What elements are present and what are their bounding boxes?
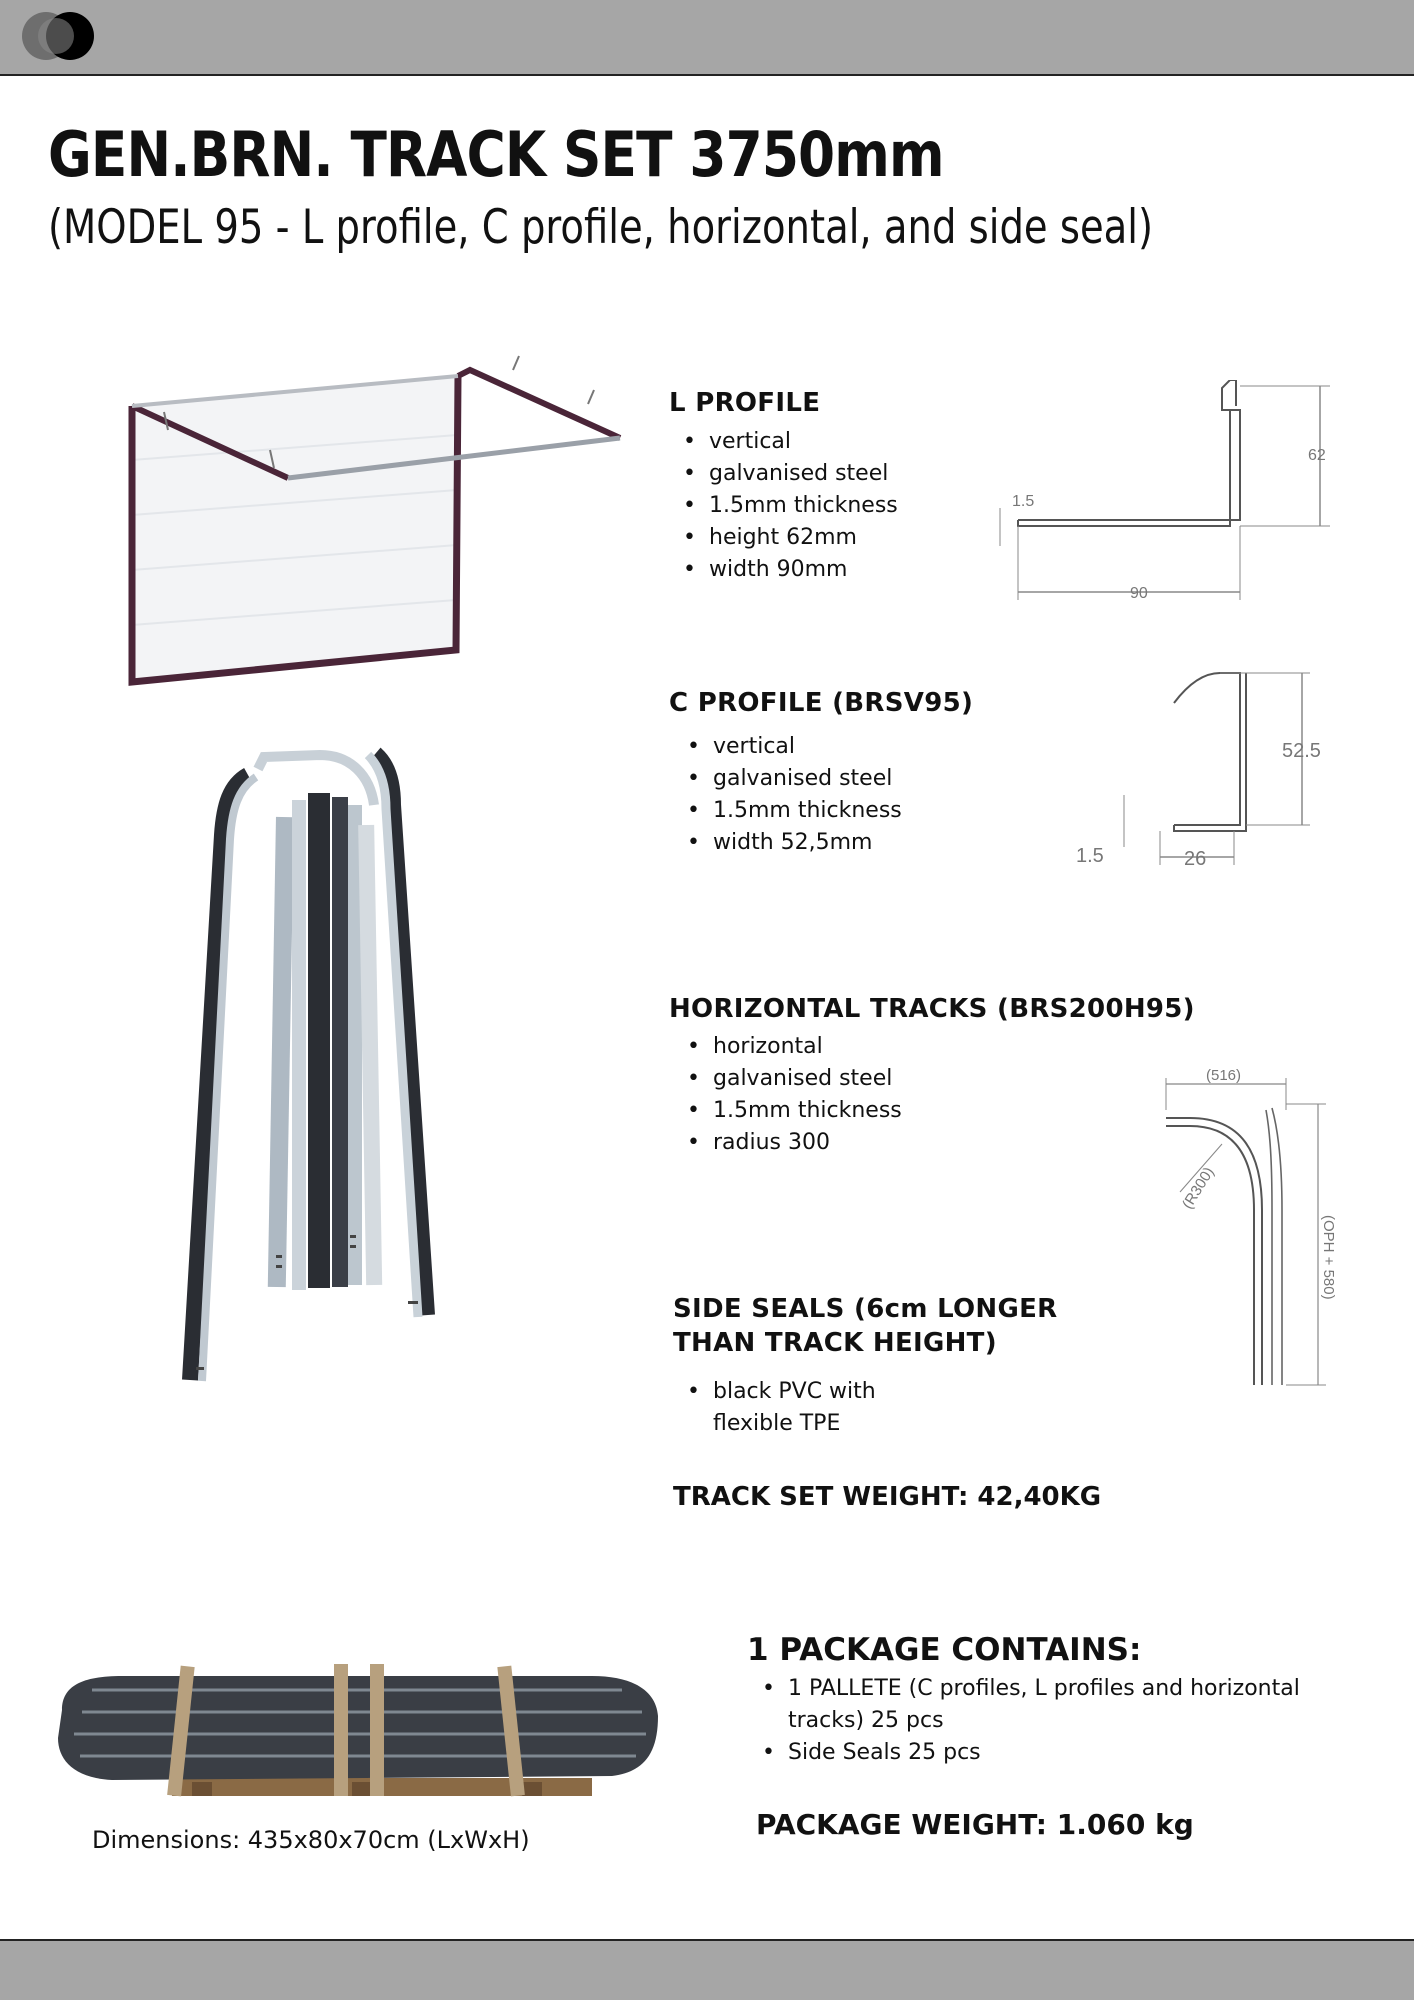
horizontal-tracks-list [673,1031,902,1159]
list-item: • height 62mm [669,522,898,554]
horizontal-height-label: (OPH + 580) [1320,1215,1337,1300]
list-item: • 1.5mm thickness [673,795,902,827]
list-item: • galvanised steel [673,763,902,795]
side-seals-heading-line1: SIDE SEALS (6cm LONGER [673,1294,1058,1324]
l-profile-heading: L PROFILE [669,388,821,418]
l-height-label: 62 [1308,447,1326,464]
garage-door-image [120,350,630,690]
c-height-label: 52.5 [1282,740,1321,762]
package-heading: 1 PACKAGE CONTAINS: [747,1632,1142,1668]
list-item: • galvanised steel [673,1063,902,1095]
list-item: • horizontal [673,1031,902,1063]
list-item: • 1.5mm thickness [673,1095,902,1127]
c-profile-list [673,731,902,859]
list-item: • vertical [669,426,898,458]
track-set-weight: TRACK SET WEIGHT: 42,40KG [673,1482,1102,1512]
bottom-bar [0,1939,1414,2000]
l-profile-drawing [990,380,1340,610]
side-seals-list [673,1376,913,1440]
c-width-label: 26 [1184,848,1207,870]
horizontal-tracks-drawing [1150,1060,1350,1390]
list-item: • 1.5mm thickness [669,490,898,522]
c-profile-drawing [1070,665,1340,875]
page-title: GEN.BRN. TRACK SET 3750mm [48,118,944,191]
c-thickness-label: 1.5 [1076,845,1104,867]
list-item: • black PVC with flexible TPE [673,1376,913,1440]
pallet-image [52,1660,664,1805]
package-weight: PACKAGE WEIGHT: 1.060 kg [756,1808,1194,1841]
side-seals-heading-line2: THAN TRACK HEIGHT) [673,1328,997,1358]
list-item: • width 90mm [669,554,898,586]
page-subtitle: (MODEL 95 - L profile, C profile, horizontal, and side seal) [48,200,1154,255]
l-profile-list [669,426,898,586]
package-dimensions: Dimensions: 435x80x70cm (LxWxH) [92,1826,530,1854]
horizontal-radius-label: (R300) [1178,1164,1218,1213]
list-item: • 1 PALLETE (C profiles, L profiles and horizontal tracks) 25 pcs [748,1673,1368,1737]
l-width-label: 90 [1130,585,1148,602]
horizontal-tracks-heading: HORIZONTAL TRACKS (BRS200H95) [669,994,1195,1024]
horizontal-top-label: (516) [1206,1067,1242,1084]
list-item: • radius 300 [673,1127,902,1159]
two-circles-logo-icon [18,8,104,64]
list-item: • Side Seals 25 pcs [748,1737,1368,1769]
package-list [748,1673,1368,1769]
list-item: • width 52,5mm [673,827,902,859]
list-item: • vertical [673,731,902,763]
list-item: • galvanised steel [669,458,898,490]
top-bar [0,0,1414,76]
c-profile-heading: C PROFILE (BRSV95) [669,688,974,718]
tracks-bundle-image [180,745,460,1385]
l-thickness-label: 1.5 [1012,493,1035,510]
